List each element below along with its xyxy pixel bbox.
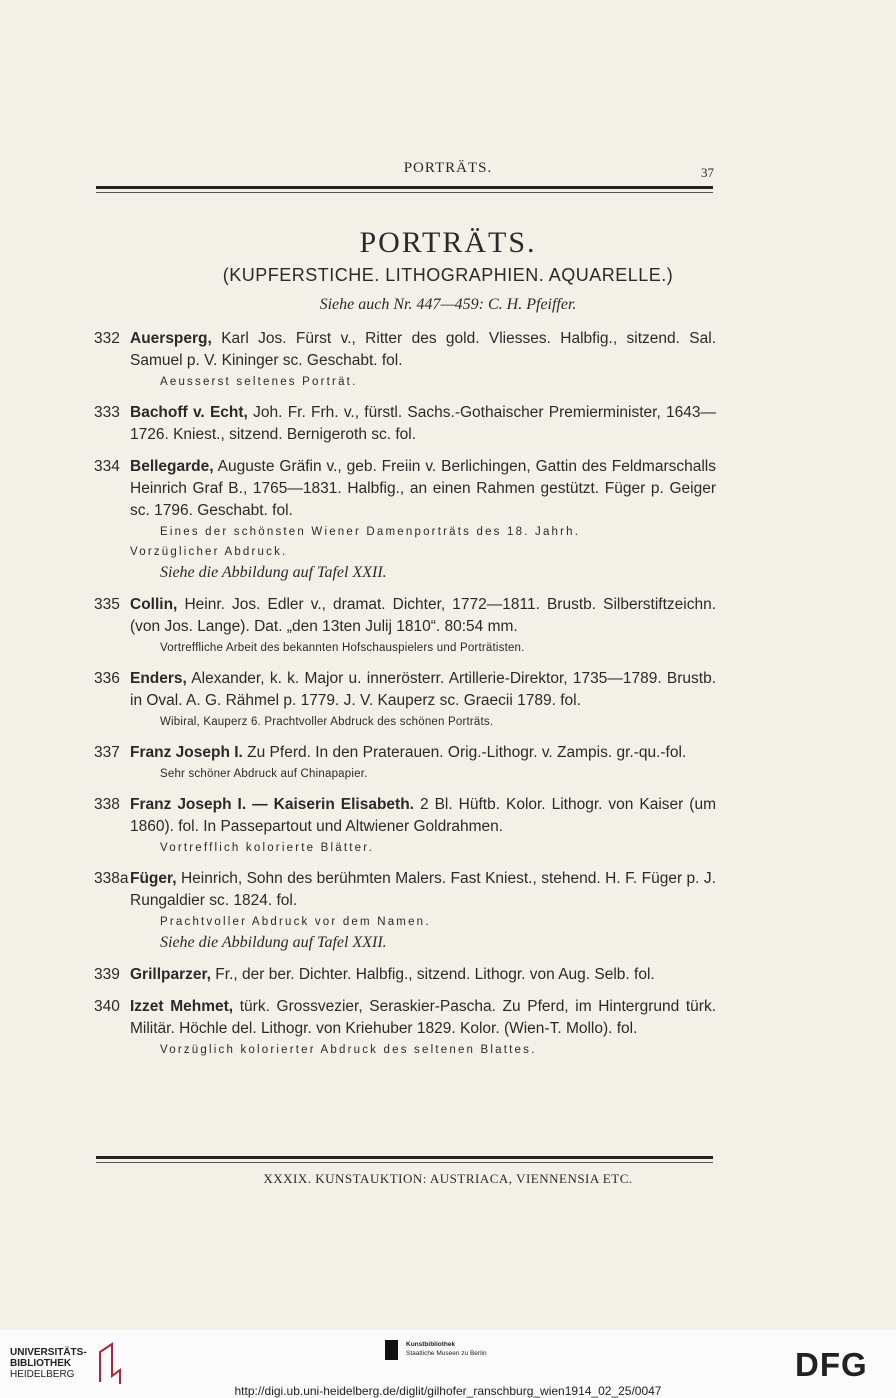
- entry-name: Grillparzer,: [130, 966, 211, 983]
- entry-name: Bellegarde,: [130, 458, 214, 475]
- page-url[interactable]: http://digi.ub.uni-heidelberg.de/diglit/gilhofer_ranschburg_wien1914_02_25/0047: [234, 1384, 662, 1398]
- entry-number: 335: [94, 596, 120, 613]
- section-title: PORTRÄTS.: [359, 226, 537, 259]
- entry-note: Vorzüglicher Abdruck.: [130, 546, 288, 558]
- entry-name: Bachoff v. Echt,: [130, 404, 248, 421]
- running-head: PORTRÄTS.: [403, 160, 493, 176]
- entry-description: Auguste Gräfin v., geb. Freiin v. Berlichingen, Gattin des Feldmarschalls Heinrich Graf B., 1765—1831. Halbfig., an einen Rahmen gestützt. Füger p. Geiger sc. 1796. Geschabt. fol.: [130, 458, 716, 519]
- entry-name: Füger,: [130, 870, 177, 887]
- entry-name: Collin,: [130, 596, 178, 613]
- university-library-logo[interactable]: [10, 1347, 87, 1380]
- entry-description: Joh. Fr. Frh. v., fürstl. Sachs.-Gothaischer Premierminister, 1643—1726. Kniest., sitzend. Bernigeroth sc. fol.: [130, 404, 716, 443]
- logo-line: Staatliche Museen zu Berlin: [406, 1350, 487, 1357]
- entry-name: Izzet Mehmet,: [130, 998, 234, 1015]
- entry-description: Alexander, k. k. Major u. innerösterr. Artillerie-Direktor, 1735—1789. Brustb. in Oval. A. G. Rähmel p. 1779. J. V. Kauperz sc. Graecii 1789. fol.: [130, 670, 717, 709]
- catalog-entry: [94, 456, 716, 584]
- entry-number: 334: [94, 458, 120, 475]
- footer-rule: [96, 1156, 713, 1159]
- entry-number: 338a: [94, 870, 129, 887]
- logo-line: Kunstbibliothek: [406, 1341, 456, 1348]
- kunstbibliothek-logo[interactable]: [385, 1340, 487, 1360]
- entry-number: 338: [94, 796, 120, 813]
- entry-name: Enders,: [130, 670, 187, 687]
- entry-description: 2 Bl. Hüftb. Kolor. Lithogr. von Kaiser (um 1860). fol. In Passepartout und Altwiener Goldrahmen.: [130, 796, 716, 835]
- entry-number: 339: [94, 966, 120, 983]
- plate-reference: Siehe die Abbildung auf Tafel XXII.: [160, 564, 387, 581]
- logo-line: HEIDELBERG: [10, 1369, 75, 1380]
- catalog-entry: [94, 868, 716, 954]
- entry-note: Wibiral, Kauperz 6. Prachtvoller Abdruck des schönen Porträts.: [160, 716, 494, 728]
- entry-number: 333: [94, 404, 120, 421]
- plate-reference: Siehe die Abbildung auf Tafel XXII.: [160, 934, 387, 951]
- entry-description: Heinr. Jos. Edler v., dramat. Dichter, 1772—1811. Brustb. Silberstiftzeichn. (von Jos. Lange). Dat. „den 13ten Julij 1810“. 80:54 mm.: [130, 596, 716, 635]
- header-rule: [96, 186, 713, 189]
- entry-note: Eines der schönsten Wiener Damenporträts des 18. Jahrh.: [160, 526, 581, 538]
- entry-description: Fr., der ber. Dichter. Halbfig., sitzend. Lithogr. von Aug. Selb. fol.: [215, 966, 655, 983]
- entry-note: Vortrefflich kolorierte Blätter.: [160, 842, 375, 854]
- catalog-entry: [94, 742, 716, 784]
- entry-note: Prachtvoller Abdruck vor dem Namen.: [160, 916, 431, 928]
- entry-number: 337: [94, 744, 120, 761]
- entry-note: Aeusserst seltenes Porträt.: [160, 376, 358, 388]
- dfg-logo[interactable]: DFG: [795, 1346, 868, 1383]
- logo-line: BIBLIOTHEK: [10, 1358, 72, 1369]
- catalog-entry: [94, 328, 716, 392]
- library-emblem-icon: [96, 1342, 122, 1386]
- footer-caption: XXXIX. KUNSTAUKTION: AUSTRIACA, VIENNENSIA ETC.: [263, 1171, 633, 1186]
- entry-description: Zu Pferd. In den Praterauen. Orig.-Lithogr. v. Zampis. gr.-qu.-fol.: [247, 744, 687, 761]
- entry-name: Auersperg,: [130, 330, 212, 347]
- catalog-entry: [94, 964, 716, 986]
- entry-description: Karl Jos. Fürst v., Ritter des gold. Vliesses. Halbfig., sitzend. Sal. Samuel p. V. Kininger sc. Geschabt. fol.: [130, 330, 717, 369]
- footer-rule-thin: [96, 1162, 713, 1163]
- entry-number: 332: [94, 330, 120, 347]
- kunstbibliothek-icon: [385, 1340, 398, 1360]
- entry-note: Vortreffliche Arbeit des bekannten Hofschauspielers und Porträtisten.: [160, 642, 525, 654]
- entry-number: 340: [94, 998, 120, 1015]
- catalog-entry: [94, 668, 716, 732]
- cross-reference: Siehe auch Nr. 447—459: C. H. Pfeiffer.: [319, 296, 577, 313]
- entry-name: Franz Joseph I.: [130, 744, 243, 761]
- catalog-entry: [94, 996, 716, 1060]
- entry-note: Vorzüglich kolorierter Abdruck des seltenen Blattes.: [160, 1044, 537, 1056]
- entry-number: 336: [94, 670, 120, 687]
- catalog-entry: [94, 794, 716, 858]
- section-subtitle: (KUPFERSTICHE. LITHOGRAPHIEN. AQUARELLE.): [222, 265, 674, 285]
- entry-description: Heinrich, Sohn des berühmten Malers. Fast Kniest., stehend. H. F. Füger p. J. Rungaldier sc. 1824. fol.: [130, 870, 716, 909]
- entry-note: Sehr schöner Abdruck auf Chinapapier.: [160, 768, 368, 780]
- header-rule-thin: [96, 192, 713, 193]
- entry-name: Franz Joseph I. — Kaiserin Elisabeth.: [130, 796, 414, 813]
- entry-list: [94, 328, 716, 1070]
- entry-description: türk. Grossvezier, Seraskier-Pascha. Zu Pferd, im Hintergrund türk. Militär. Höchle del. Lithogr. von Kriehuber 1829. Kolor. (Wien-T. Mollo). fol.: [130, 998, 716, 1037]
- page-number: 37: [701, 165, 714, 180]
- logo-line: UNIVERSITÄTS-: [10, 1347, 87, 1358]
- catalog-entry: [94, 402, 716, 446]
- catalog-entry: [94, 594, 716, 658]
